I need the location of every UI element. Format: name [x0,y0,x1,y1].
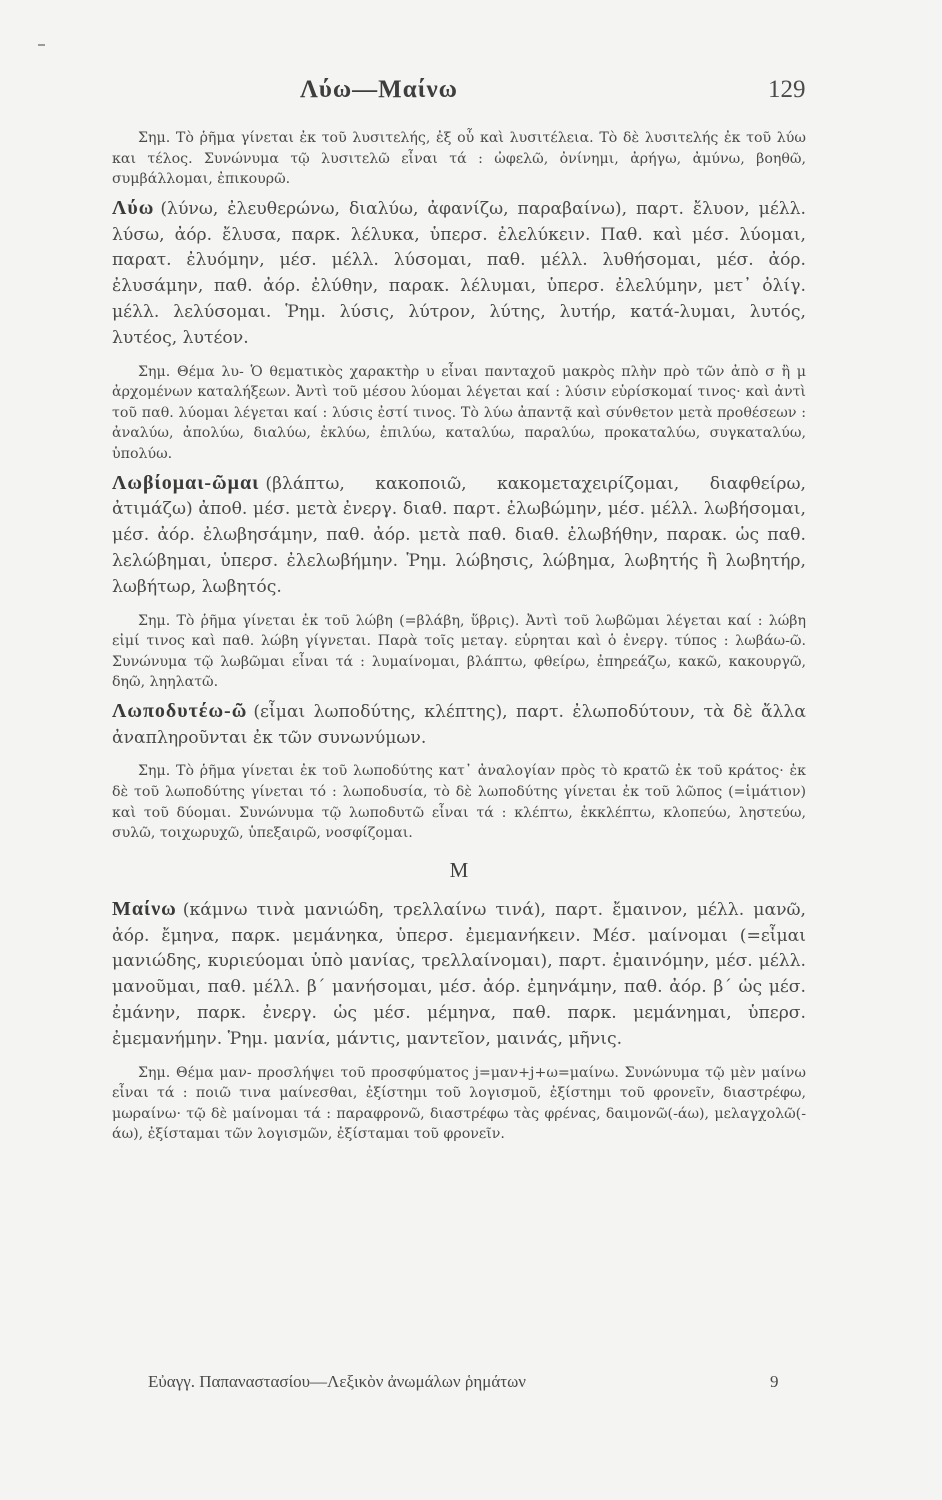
entry-headword: Λωποδυτέω-ῶ [112,699,248,722]
entry-headword: Λωβίομαι-ῶμαι [112,471,260,494]
entry-text: (κάμνω τινὰ μανιώδη, τρελλαίνω τινά), παρτ. ἔμαινον, μέλλ. μανῶ, ἀόρ. ἔμηνα, παρκ. μεμάνηκα, ὑπερσ. ἐμεμανήκειν. Μέσ. μαίνομαι (=εἶμαι μανιώδης, κυριεύομαι ὑπὸ μανίας, τρελλαίνομαι), παρτ. ἐμαινόμην, μέσ. μέλλ. μανοῦμαι, παθ. μέλλ. β´ μανήσομαι, μέσ. ἀόρ. ἐμηνάμην, παθ. ἀόρ. β´ ὡς μέσ. ἐμάνην, παρκ. ἐνεργ. ὡς μέσ. μέμηνα, παθ. παρκ. μεμάνημαι, ὑπερσ. ἐμεμανήμην. Ῥημ. μανία, μάντις, μαντεῖον, μαινάς, μῆνις. [112,899,806,1049]
page-body [112,128,806,1149]
entry-text: (εἶμαι λωποδύτης, κλέπτης), παρτ. ἐλωποδύτουν, τὰ δὲ ἄλλα ἀναπληροῦνται ἐκ τῶν συνωνύμων. [112,701,806,748]
dictionary-entry [112,699,806,752]
entry-headword: Μαίνω [112,897,177,920]
section-letter-heading: Μ [449,857,469,882]
page-number: 129 [768,76,806,103]
dictionary-entry [112,471,806,601]
entry-headword: Λύω [112,196,155,219]
ink-speck [38,44,45,46]
running-head: Λύω—Μαίνω [300,76,458,103]
entry-text: (βλάπτω, κακοποιῶ, κακομεταχειρίζομαι, διαφθείρω, ἀτιμάζω) ἀποθ. μέσ. μετὰ ἐνεργ. διαθ. παρτ. ἐλωβώμην, μέσ. μέλλ. λωβήσομαι, μέσ. ἀόρ. ἐλωβησάμην, παθ. ἀόρ. μετὰ παθ. διαθ. ἐλωβήθην, παρακ. ὡς παθ. λελώβημαι, ὑπερσ. ἐλελωβήμην. Ῥημ. λώβησις, λώβημα, λωβητής ἢ λωβητήρ, λωβήτωρ, λωβητός. [112,473,806,597]
note-paragraph: Σημ. Θέμα λυ- Ὁ θεματικὸς χαρακτὴρ υ εἶναι πανταχοῦ μακρὸς πλὴν πρὸ τῶν ἀπὸ σ ἢ μ ἀρχομένων καταλήξεων. Ἀντὶ τοῦ μέσου λύομαι λέγεται καί : λύσιν εὑρίσκομαί τινος· καὶ ἀντὶ τοῦ παθ. λύομαι λέγεται καί : λύσις ἐστί τινος. Τὸ λύω ἀπαντᾷ καὶ σύνθετον μετὰ προθέσεων : ἀναλύω, ἀπολύω, διαλύω, ἐκλύω, ἐπιλύω, καταλύω, παραλύω, προκαταλύω, συγκαταλύω, ὑπολύω. [112,363,806,462]
entry-text: (λύνω, ἐλευθερώνω, διαλύω, ἀφανίζω, παραβαίνω), παρτ. ἔλυον, μέλλ. λύσω, ἀόρ. ἔλυσα, παρκ. λέλυκα, ὑπερσ. ἐλελύκειν. Παθ. καὶ μέσ. λύομαι, παρατ. ἐλυόμην, μέσ. μέλλ. λύσομαι, παθ. μέλλ. λυθήσομαι, μέσ. ἀόρ. ἐλυσάμην, παθ. ἀόρ. ἐλύθην, παρακ. λέλυμαι, ὑπερσ. ἐλελύμην, μετ᾽ ὀλίγ. μέλλ. λελύσομαι. Ῥημ. λύσις, λύτρον, λύτης, λυτήρ, κατά-λυμαι, λυτός, λυτέος, λυτέον. [112,198,806,348]
note-paragraph: Σημ. Τὸ ῥῆμα γίνεται ἐκ τοῦ λυσιτελής, ἐξ οὗ καὶ λυσιτέλεια. Τὸ δὲ λυσιτελής ἐκ τοῦ λύω και τέλος. Συνώνυμα τῷ λυσιτελῶ εἶναι τά : ὠφελῶ, ὀνίνημι, ἀρήγω, ἀμύνω, βοηθῶ, συμβάλλομαι, ἐπικουρῶ. [112,130,806,188]
signature-mark: 9 [770,1372,779,1391]
footer-citation: Εὐαγγ. Παπαναστασίου—Λεξικὸν ἀνωμάλων ῥημάτων [148,1372,526,1391]
note-paragraph: Σημ. Τὸ ῥῆμα γίνεται ἐκ τοῦ λωποδύτης κατ᾽ ἀναλογίαν πρὸς τὸ κρατῶ ἐκ τοῦ κράτος· ἐκ δὲ τοῦ λωποδύτης γίνεται τό : λωποδυσία, τὸ δὲ λωποδύτης γίνεται ἐκ τοῦ λῶπος (=ἱμάτιον) καὶ τοῦ δύομαι. Συνώνυμα τῷ λωποδυτῶ εἶναι τά : κλέπτω, ἐκκλέπτω, κλοπεύω, ληστεύω, συλῶ, τοιχωρυχῶ, ὑπεξαιρῶ, νοσφίζομαι. [112,763,806,842]
note-paragraph: Σημ. Τὸ ῥῆμα γίνεται ἐκ τοῦ λώβη (=βλάβη, ὕβρις). Ἀντὶ τοῦ λωβῶμαι λέγεται καί : λώβη εἰμί τινος καὶ παθ. λώβη γίγνεται. Παρὰ τοῖς μεταγ. εὑρηται καὶ ὁ ἐνεργ. τύπος : λωβάω-ῶ. Συνώνυμα τῷ λωβῶμαι εἶναι τά : λυμαίνομαι, βλάπτω, φθείρω, ἐπηρεάζω, κακῶ, κακουργῶ, δηῶ, ληηλατῶ. [112,612,806,691]
note-paragraph: Σημ. Θέμα μαν- προσλήψει τοῦ προσφύματος j=μαν+j+ω=μαίνω. Συνώνυμα τῷ μὲν μαίνω εἶναι τά : ποιῶ τινα μαίνεσθαι, ἐξίστημι τοῦ λογισμοῦ, ἐξίστημι τοῦ φρονεῖν, διαστρέφω, μωραίνω· τῷ δὲ μαίνομαι τά : παραφρονῶ, διαστρέφω τὰς φρένας, δαιμονῶ(-άω), μελαγχολῶ(-άω), ἐξίσταμαι τῶν λογισμῶν, ἐξίσταμαι τοῦ φρονεῖν. [112,1064,806,1143]
dictionary-entry [112,196,806,352]
dictionary-entry [112,897,806,1053]
page-footer [0,1372,942,1402]
page-header [0,76,942,116]
